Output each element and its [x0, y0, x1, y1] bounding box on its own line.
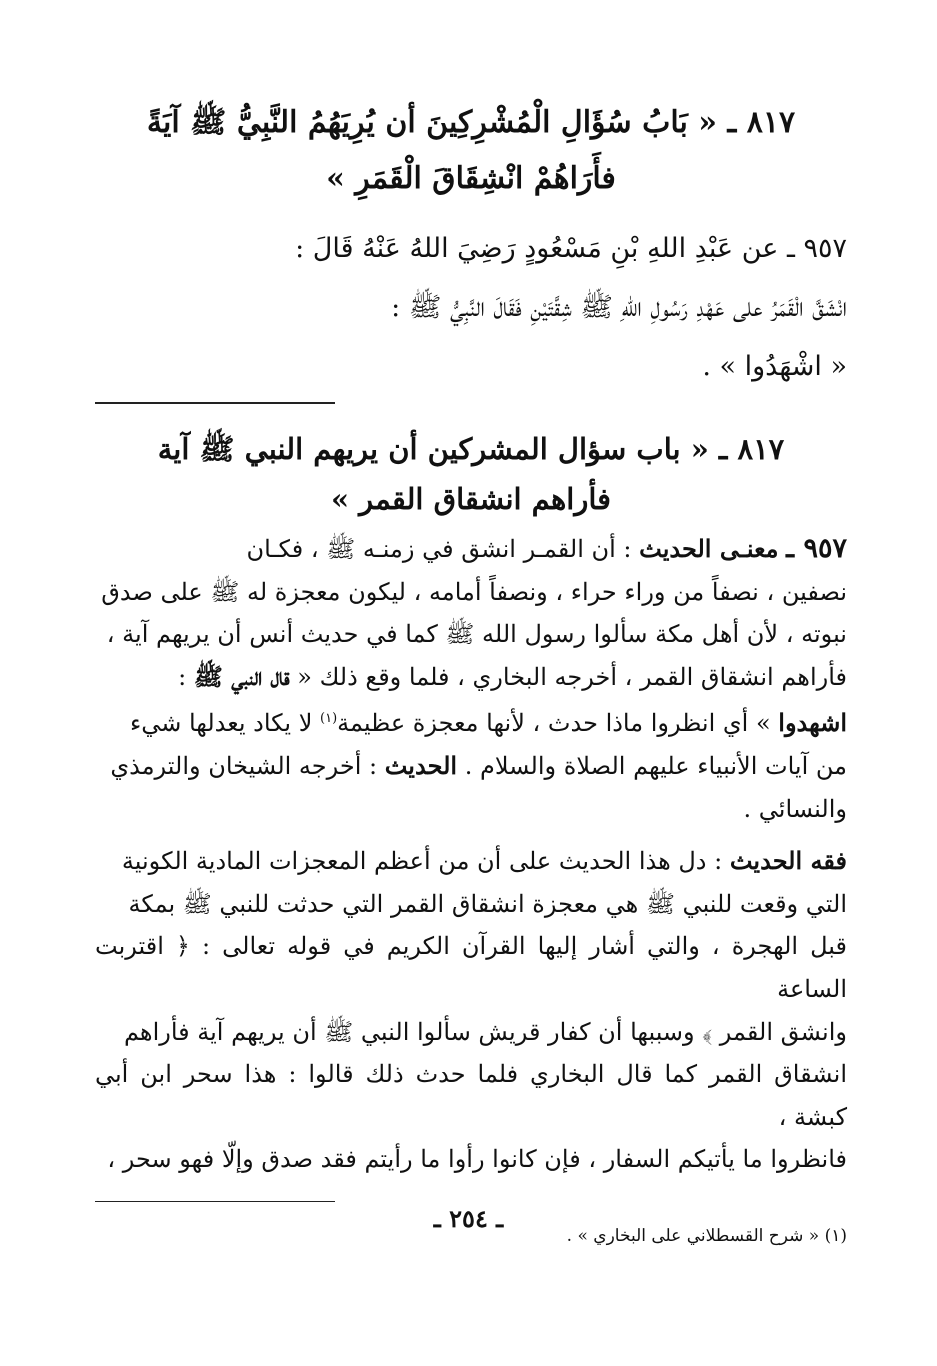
- commentary-text: : دل هذا الحديث على أن من أعظم المعجزات المادية الكونية: [121, 847, 723, 876]
- commentary-text: : أن القمـر انشق في زمنـه ﷺ ، فكـان: [246, 535, 632, 563]
- commentary-line: وانشق القمر ﴾ وسببها أن كفار قريش سألوا النبي ﷺ أن يريهم آية فأراهم: [123, 1017, 847, 1046]
- commentary-line: التي وقعت للنبي ﷺ هي معجزة انشقاق القمر التي حدثت للنبي ﷺ بمكة: [128, 889, 847, 918]
- footnote-marker: (١): [320, 711, 338, 727]
- chapter-title-vocalized: [95, 95, 847, 207]
- hadith-label: الحديث: [384, 750, 458, 780]
- commentary-line: [95, 745, 847, 788]
- commentary-paragraph-meaning: [95, 528, 847, 830]
- fiqh-label: فقه الحديث: [729, 846, 847, 876]
- commentary-line: نصفين ، نصفاً من وراء حراء ، ونصفاً أمامه ، ليكون معجزة له ﷺ على صدق: [101, 577, 847, 606]
- commentary-line: [95, 698, 847, 745]
- hadith-line-2: انْشَقَّ الْقَمَرُ على عَهْدِ رَسُولِ اللهِ ﷺ شِقَّتَيْنِ فَقَالَ النَّبِيُّ ﷺ :: [391, 292, 847, 323]
- chapter-title-2-line-1: ٨١٧ ـ « باب سؤال المشركين أن يريهم النبي ﷺ آية: [157, 432, 785, 466]
- commentary-line: [95, 840, 847, 883]
- page-number: ـ ٢٥٤ ـ: [433, 1204, 504, 1233]
- commentary-text: لا يكاد يعدلها شيء: [129, 709, 313, 738]
- commentary-line: [95, 656, 847, 699]
- hadith-text: [95, 219, 847, 396]
- commentary-paragraph-fiqh: [95, 840, 847, 1181]
- hadith-line-1: ٩٥٧ ـ عن عَبْدِ اللهِ بْنِ مَسْعُودٍ رَضِيَ اللهُ عَنْهُ قَالَ :: [295, 233, 847, 264]
- commentary-line: نبوته ، لأن أهل مكة سألوا رسول الله ﷺ كما في حديث أنس أن يريهم آية ،: [106, 620, 847, 649]
- footnote: (١) « شرح القسطلاني على البخاري » .: [566, 1225, 847, 1246]
- chapter-title-2-line-2: فأراهم انشقاق القمر »: [330, 482, 612, 516]
- book-page: [95, 95, 847, 1251]
- commentary-line: قبل الهجرة ، والتي أشار إليها القرآن الكريم في قوله تعالى : ﴿ اقتربت الساعة: [95, 932, 847, 1003]
- commentary-line: انشقاق القمر كما قال البخاري فلما حدث ذلك قالوا : هذا سحر ابن أبي كبشة ،: [95, 1060, 847, 1131]
- commentary-text: : أخرجه الشيخان والترمذي: [110, 751, 378, 780]
- footnote-rule: [95, 1201, 335, 1202]
- meaning-label: معنـى الحديث: [639, 534, 779, 563]
- paragraph-gap: [95, 830, 847, 840]
- commentary-line: فانظروا ما يأتيكم السفار ، فإن كانوا رأوا ما رأيتم فقد صدق وإلّا فهو سحر ،: [107, 1145, 847, 1174]
- commentary-text: :: [178, 662, 187, 691]
- divider-rule: [95, 402, 335, 404]
- chapter-title-plain: [95, 424, 847, 524]
- hadith-line-3: « اشْهَدُوا » .: [702, 351, 847, 382]
- hadith-number: ٩٥٧ ـ: [786, 533, 847, 564]
- commentary-text: فأراهم انشقاق القمر ، أخرجه البخاري ، فلما وقع ذلك «: [297, 662, 847, 691]
- commentary-text: من آيات الأنبياء عليهم الصلاة والسلام .: [464, 751, 847, 780]
- section-divider: [95, 396, 847, 418]
- chapter-title-line-2: فأَرَاهُمْ انْشِقَاقَ الْقَمَرِ »: [326, 161, 616, 196]
- commentary-line: والنسائي .: [743, 794, 847, 823]
- quote-bold: اشهدوا: [778, 708, 847, 738]
- quote-bold: قال النبي ﷺ: [193, 661, 290, 691]
- chapter-title-line-1: ٨١٧ ـ « بَابُ سُؤَالِ الْمُشْرِكِينَ أن يُرِيَهُمُ النَّبِيُّ ﷺ آيَةً: [146, 105, 796, 140]
- commentary-line: [95, 528, 847, 571]
- commentary-text: » أي انظروا ماذا حدث ، لأنها معجزة عظيمة: [337, 709, 771, 738]
